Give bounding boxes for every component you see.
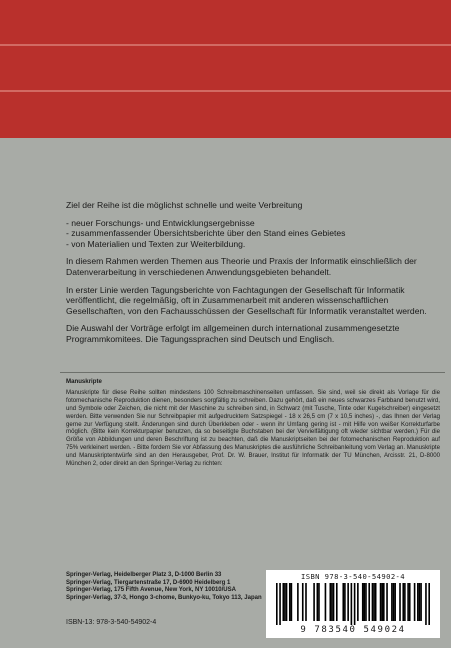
- red-band-2: [0, 46, 451, 90]
- publisher-addresses: [66, 572, 266, 602]
- barcode-bar: [318, 583, 320, 621]
- barcode-bar: [279, 583, 281, 625]
- barcode-bar: [357, 583, 359, 621]
- barcode-bar: [342, 583, 344, 621]
- barcode-bar: [414, 583, 416, 621]
- barcode-bar: [399, 583, 401, 621]
- intro-bullet: - von Materialien und Texten zur Weiterbildung.: [66, 238, 246, 249]
- address-line: Springer-Verlag, Heidelberger Platz 3, D-1000 Berlin 33: [66, 572, 222, 578]
- barcode-bar: [404, 583, 406, 621]
- barcode-bar: [420, 583, 422, 621]
- barcode-bar: [284, 583, 286, 621]
- barcode-bar: [407, 583, 409, 621]
- barcode-bar: [344, 583, 346, 621]
- barcode-bar: [383, 583, 385, 621]
- red-band-1: [0, 0, 451, 44]
- barcode-bar: [428, 583, 430, 625]
- barcode-bars: [276, 583, 430, 625]
- barcode-bar: [391, 583, 393, 621]
- barcode-bar: [317, 583, 319, 621]
- barcode-bar: [286, 583, 288, 621]
- grey-strip: [0, 138, 451, 178]
- address-line: Springer-Verlag, Tiergartenstraße 17, D-6900 Heidelberg 1: [66, 579, 231, 586]
- barcode: [266, 570, 440, 638]
- intro-paragraph: In erster Linie werden Tagungsberichte von Fachtagungen der Gesellschaft für Informatik veröffentlicht, die regelmäßig, oft in Zusammenarbeit mit anderen wissenschaftlichen Gesellschaften, von den Fachausschüssen der Gesellschaft für Informatik veranstaltet werden.: [66, 284, 427, 316]
- barcode-bar: [417, 583, 419, 621]
- barcode-bar: [276, 583, 278, 625]
- manuscript-section: [66, 378, 440, 468]
- barcode-bar: [380, 583, 382, 621]
- barcode-bar: [419, 583, 421, 621]
- intro-bullet: - zusammenfassender Übersichtsberichte über den Stand eines Gebietes: [66, 228, 346, 239]
- barcode-bar: [402, 583, 404, 621]
- barcode-bar: [289, 583, 291, 621]
- barcode-bar: [302, 583, 304, 621]
- barcode-isbn-label: ISBN 978-3-540-54902-4: [301, 572, 405, 581]
- intro-bullet: - neuer Forschungs- und Entwicklungsergebnisse: [66, 217, 255, 228]
- barcode-bar: [394, 583, 396, 621]
- section-divider: [60, 372, 445, 373]
- barcode-digits: 9 783540 549024: [300, 625, 406, 635]
- barcode-bar: [331, 583, 333, 621]
- barcode-bar: [351, 583, 353, 625]
- barcode-bar: [313, 583, 315, 621]
- barcode-bar: [347, 583, 349, 621]
- barcode-bar: [364, 583, 366, 621]
- barcode-bar: [305, 583, 307, 621]
- barcode-bar: [325, 583, 327, 621]
- isbn-13: ISBN-13: 978-3-540-54902-4: [66, 619, 157, 626]
- barcode-bar: [336, 583, 338, 621]
- manuscript-heading: Manuskripte: [66, 378, 102, 385]
- barcode-bar: [291, 583, 293, 621]
- address-line: Springer-Verlag, 175 Fifth Avenue, New York, NY 10010/USA: [66, 587, 236, 594]
- intro-lead: Ziel der Reihe ist die möglichst schnelle und weite Verbreitung: [66, 200, 303, 210]
- intro-bullets: [66, 218, 436, 250]
- barcode-bar: [365, 583, 367, 621]
- red-band-3: [0, 92, 451, 138]
- barcode-bar: [329, 583, 331, 621]
- barcode-bar: [425, 583, 427, 625]
- barcode-bar: [354, 583, 356, 625]
- intro-paragraph: In diesem Rahmen werden Themen aus Theorie und Praxis der Informatik einschließlich der Datenverarbeitung in verschiedenen Anwendungsgebieten behandelt.: [66, 256, 417, 277]
- barcode-bar: [372, 583, 374, 621]
- barcode-bar: [375, 583, 377, 621]
- address-line: Springer-Verlag, 37-3, Hongo 3-chome, Bunkyo-ku, Tokyo 113, Japan: [66, 594, 262, 601]
- barcode-bar: [409, 583, 411, 621]
- series-description: [66, 200, 436, 352]
- barcode-bar: [333, 583, 335, 621]
- intro-paragraph: Die Auswahl der Vorträge erfolgt im allgemeinen durch international zusammengesetzte Programmkomitees. Die Tagungssprachen sind Deutsch und Englisch.: [66, 323, 400, 344]
- barcode-bar: [386, 583, 388, 621]
- barcode-bar: [297, 583, 299, 621]
- manuscript-body: Manuskripte für diese Reihe sollten mindestens 100 Schreibmaschinenseiten umfassen. Sie sind, weil sie direkt als Vorlage für die fotomechanische Reproduktion dienen, besonders sorgfältig zu schreiben. Dazu gehört, daß ein neues schwarzes Farbband benutzt wird, und Symbole oder Zeichen, die nicht mit der Maschine zu schreiben sind, in Schwarz (mit Tusche, Tinte oder Kugelschreiber) eingesetzt werden. Bitte verwenden Sie nur Schreibpapier mit aufgedrucktem Satzspiegel - 18 x 26,5 cm (7 x 10,5 inches) -, das Ihnen der Verlag gerne zur Verfügung stellt. Änderungen sind durch Überkleben oder - wenn ihr Umfang gering ist - mit Hilfe von weißer Korrekturfarbe möglich. (Bitte kein Korrekturpapier benutzen, da so beseitigte Buchstaben bei der Vervielfältigung oft wieder sichtbar werden.) Für die Größe von Abbildungen und deren Beschriftung ist zu beachten, daß die Manuskriptseiten bei der fotomechanischen Reproduktion auf 75% verkleinert werden. - Bitte fordern Sie vor Abfassung des Manuskriptes die ausführliche Schreibanleitung vom Verlag an. Manuskripte und Manuskriptentwürfe sind an den Herausgeber, Prof. Dr. W. Brauer, Institut für Informatik der TU München, Arcisstr. 21, D-8000 München 2, oder direkt an den Springer-Verlag zu richten:: [66, 388, 440, 468]
- barcode-bar: [368, 583, 370, 621]
- barcode-bar: [362, 583, 364, 621]
- barcode-bar: [393, 583, 395, 621]
- barcode-bar: [373, 583, 375, 621]
- barcode-bar: [381, 583, 383, 621]
- barcode-bar: [282, 583, 284, 621]
